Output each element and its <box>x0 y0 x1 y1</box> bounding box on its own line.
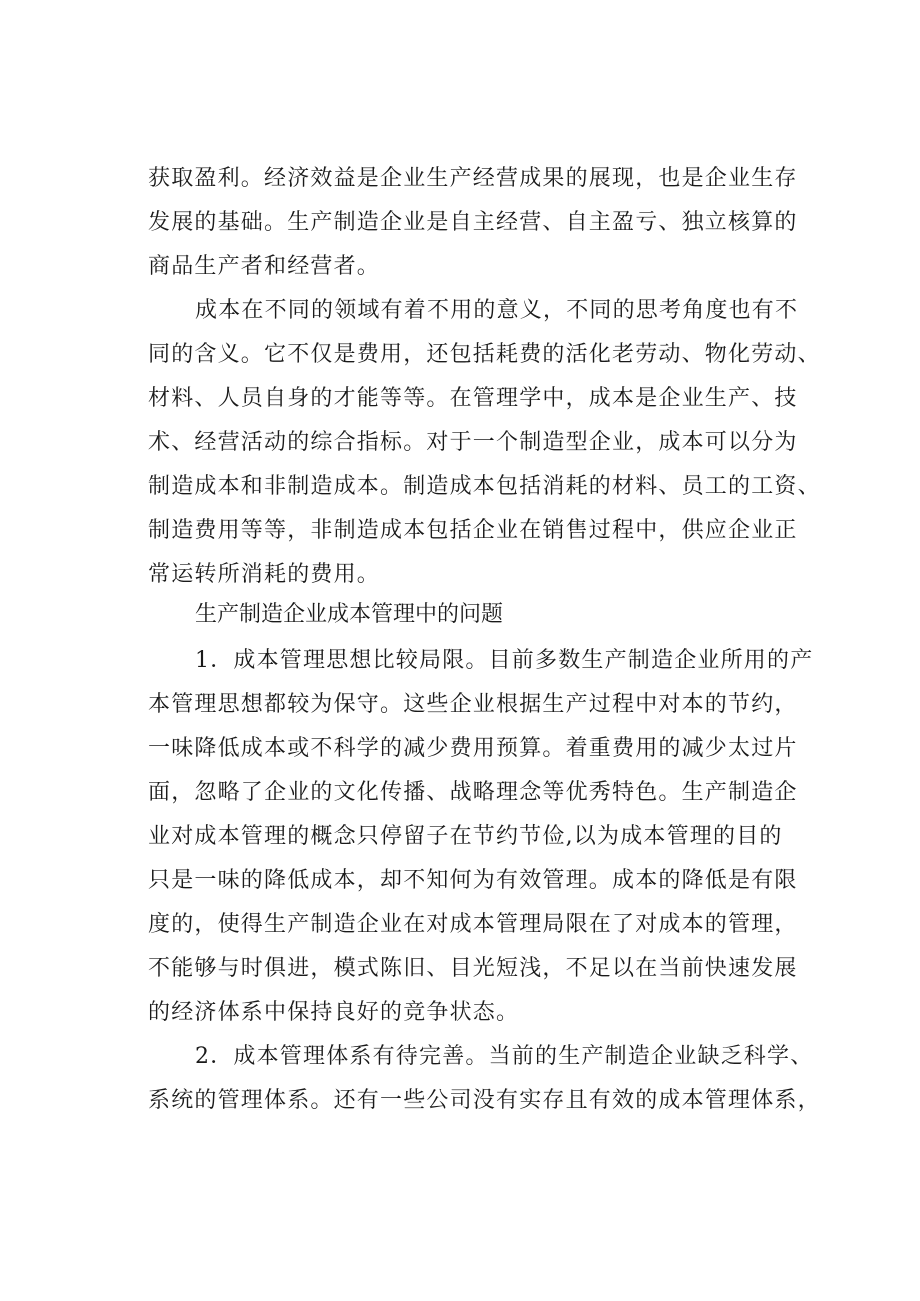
paragraph-3-line-9: 的经济体系中保持良好的竞争状态。 <box>148 1000 520 1025</box>
paragraph-3-line-7: 度的，使得生产制造企业在对成本管理局限在了对成本的管理， <box>148 912 798 937</box>
paragraph-2-line-6: 制造费用等等，非制造成本包括企业在销售过程中，供应企业正 <box>148 518 798 543</box>
paragraph-2-line-3: 材料、人员自身的才能等等。在管理学中，成本是企业生产、技 <box>148 386 798 411</box>
paragraph-3-line-4: 面，忽略了企业的文化传播、战略理念等优秀特色。生产制造企 <box>148 780 798 805</box>
paragraph-2-line-5: 制造成本和非制造成本。制造成本包括消耗的材料、员工的工资、 <box>148 474 821 499</box>
paragraph-2-line-4: 术、经营活动的综合指标。对于一个制造型企业，成本可以分为 <box>148 430 798 455</box>
paragraph-3-line-1: 1．成本管理思想比较局限。目前多数生产制造企业所用的产 <box>195 648 814 673</box>
paragraph-1-line-3: 商品生产者和经营者。 <box>148 254 381 279</box>
paragraph-1-line-2: 发展的基础。生产制造企业是自主经营、自主盈亏、独立核算的 <box>148 210 798 235</box>
paragraph-3-line-6: 只是一味的降低成本，却不知何为有效管理。成本的降低是有限 <box>148 868 798 893</box>
paragraph-4-line-2: 系统的管理体系。还有一些公司没有实存且有效的成本管理体系， <box>148 1088 821 1113</box>
paragraph-4-line-1: 2．成本管理体系有待完善。当前的生产制造企业缺乏科学、 <box>195 1044 814 1069</box>
paragraph-2-line-1: 成本在不同的领域有着不用的意义，不同的思考角度也有不 <box>195 298 799 323</box>
paragraph-3-line-3: 一味降低成本或不科学的减少费用预算。着重费用的减少太过片 <box>148 736 798 761</box>
paragraph-1-line-1: 获取盈利。经济效益是企业生产经营成果的展现，也是企业生存 <box>148 166 798 191</box>
section-heading: 生产制造企业成本管理中的问题 <box>195 602 504 627</box>
paragraph-3-line-8: 不能够与时俱进，模式陈旧、目光短浅，不足以在当前快速发展 <box>148 956 798 981</box>
paragraph-3-line-2: 本管理思想都较为保守。这些企业根据生产过程中对本的节约， <box>148 692 798 717</box>
paragraph-3-line-5: 业对成本管理的概念只停留子在节约节俭,以为成本管理的目的 <box>148 824 783 849</box>
paragraph-2-line-2: 同的含义。它不仅是费用，还包括耗费的活化老劳动、物化劳动、 <box>148 342 821 367</box>
paragraph-2-line-7: 常运转所消耗的费用。 <box>148 562 381 587</box>
